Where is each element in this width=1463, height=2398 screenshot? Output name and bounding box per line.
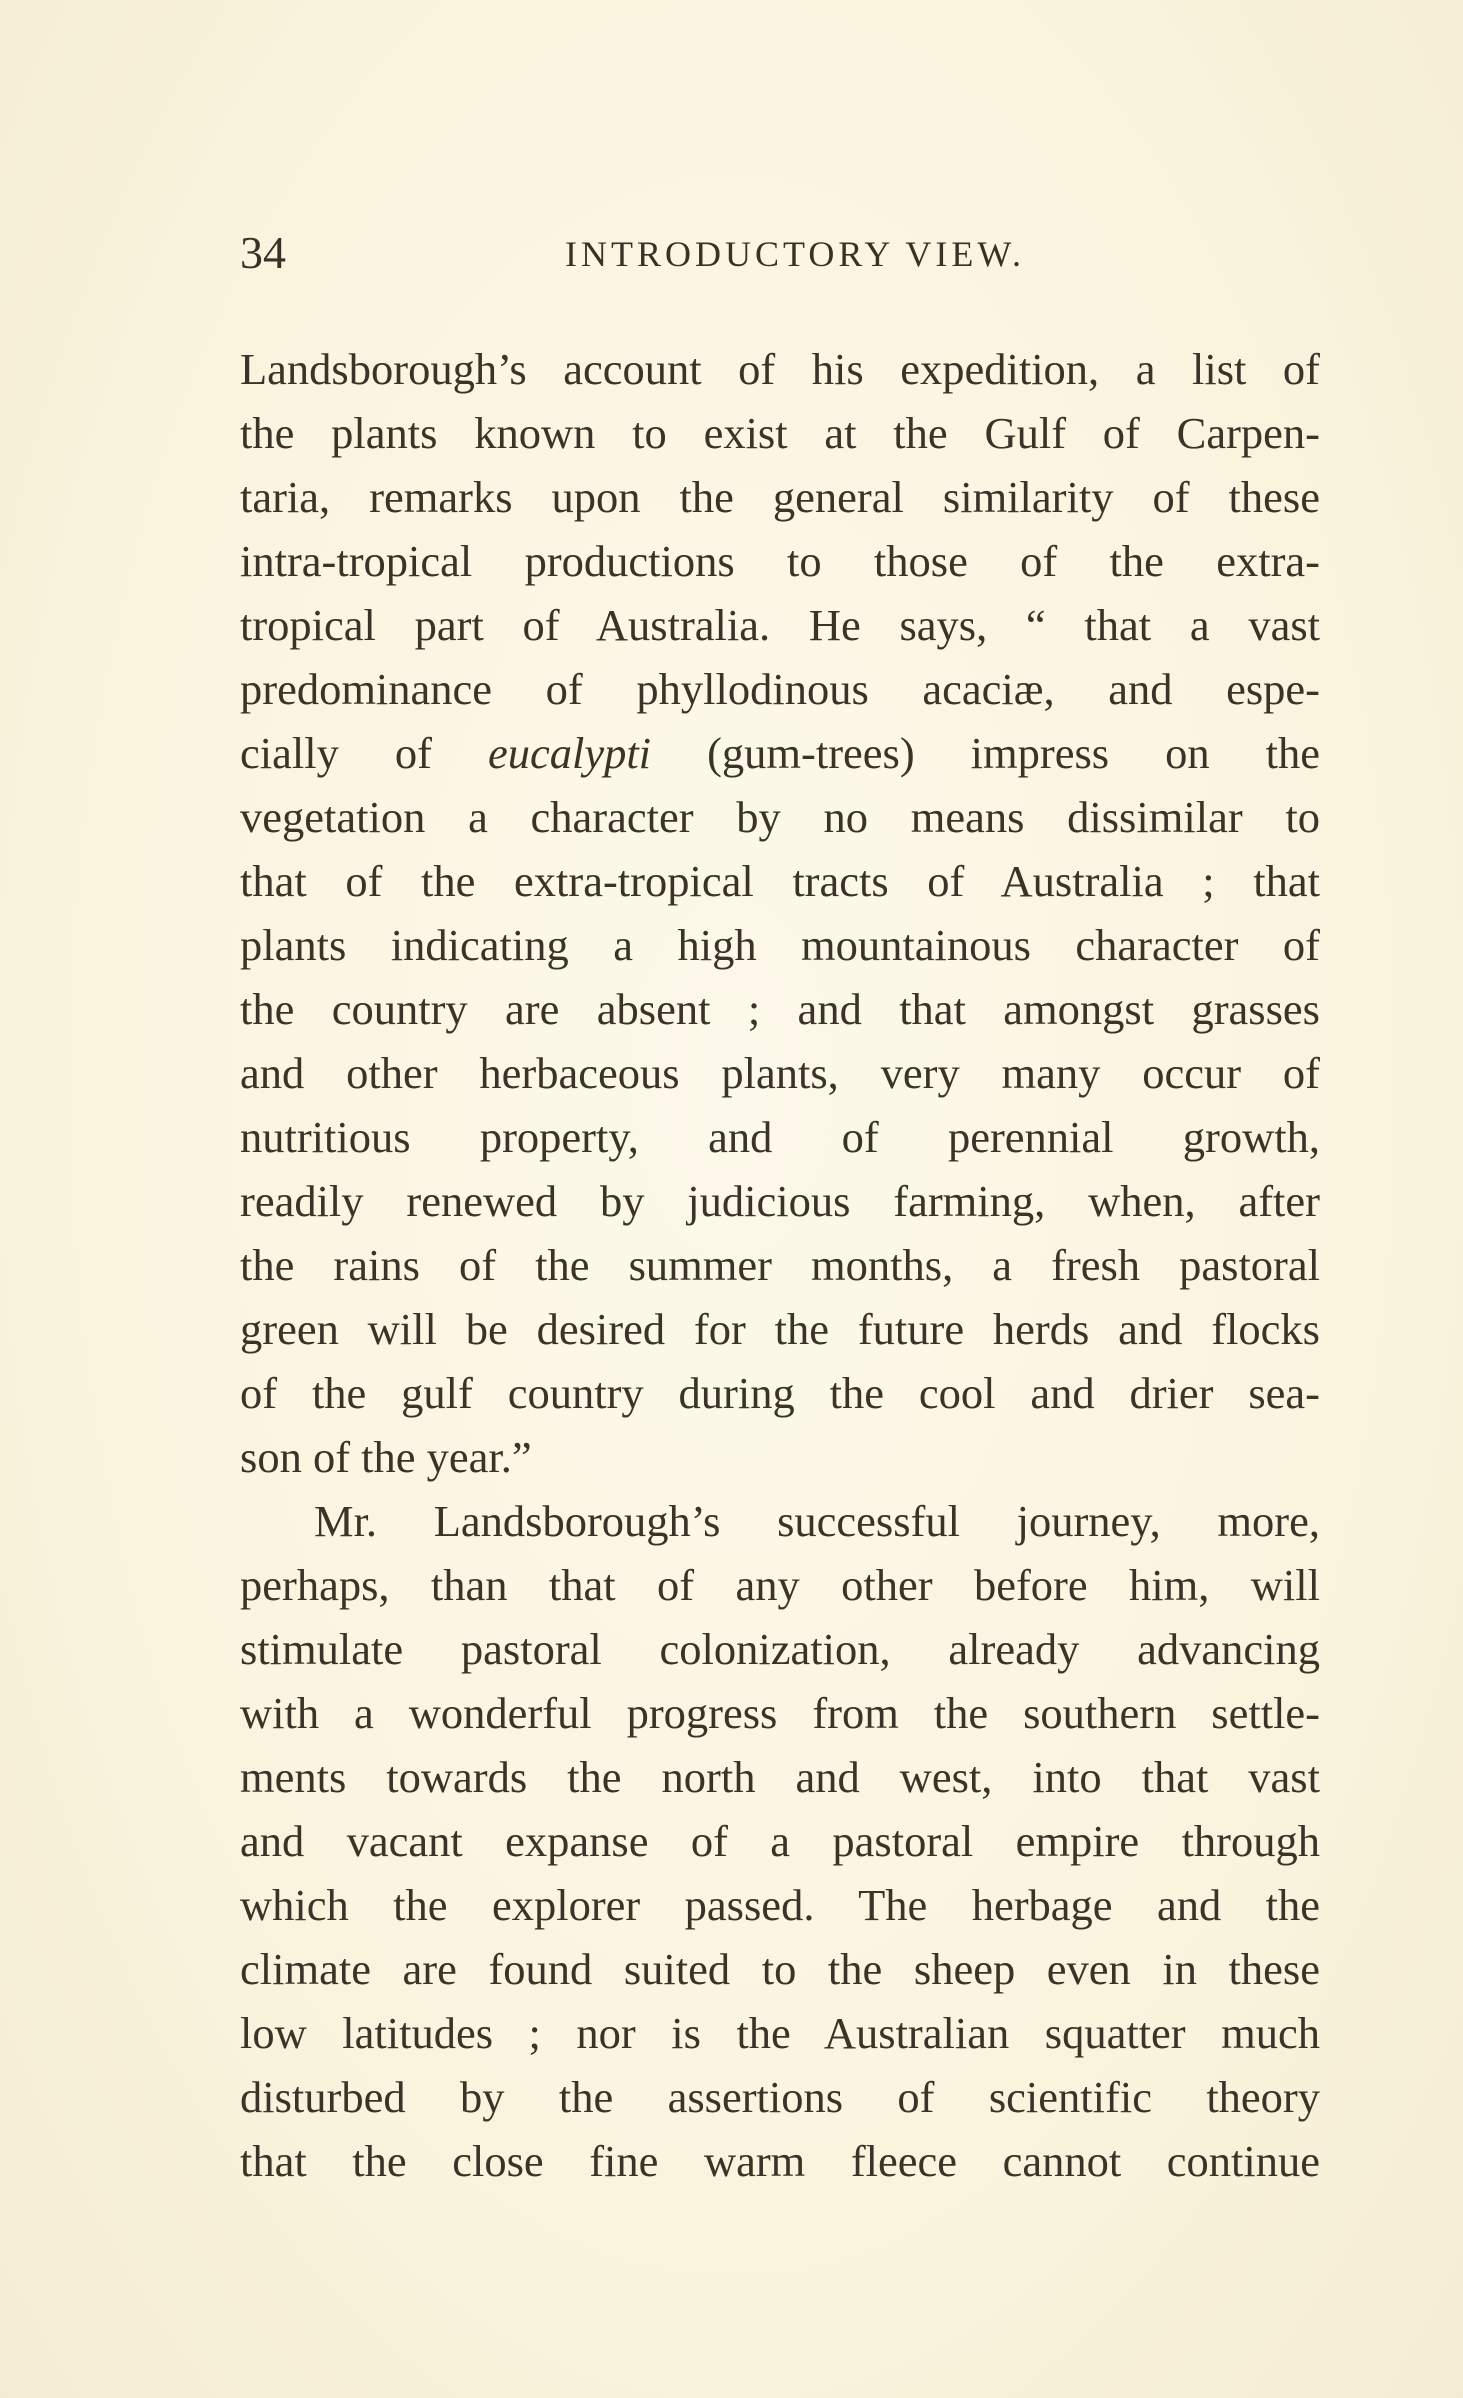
text-line: climate are found suited to the sheep even in these <box>240 1944 1320 1994</box>
text-line: nutritious property, and of perennial growth, <box>240 1112 1320 1162</box>
text-line: and other herbaceous plants, very many occur of <box>240 1048 1320 1098</box>
text-line: taria, remarks upon the general similarity of these <box>240 472 1320 522</box>
paragraph-end-line: son of the year.” <box>240 1432 532 1482</box>
text-line: the country are absent ; and that amongst grasses <box>240 984 1320 1034</box>
paragraph-start-line: Mr. Landsborough’s successful journey, more, <box>314 1496 1320 1546</box>
italic-term: eucalypti <box>487 728 652 778</box>
text-line: that of the extra-tropical tracts of Australia ; that <box>240 856 1320 906</box>
text-line-mixed <box>240 721 1320 785</box>
body-text <box>240 337 1320 2193</box>
text-line: plants indicating a high mountainous character of <box>240 920 1320 970</box>
text-line: green will be desired for the future herds and flocks <box>240 1304 1320 1354</box>
text-segment: cially of <box>240 728 488 778</box>
text-line: the rains of the summer months, a fresh pastoral <box>240 1240 1320 1290</box>
text-line: perhaps, than that of any other before him, will <box>240 1560 1320 1610</box>
running-title: INTRODUCTORY VIEW. <box>564 234 1026 274</box>
text-segment: (gum-trees) impress on the <box>651 728 1320 778</box>
text-line: the plants known to exist at the Gulf of Carpen- <box>240 408 1320 458</box>
text-line: intra-tropical productions to those of the extra- <box>240 536 1320 586</box>
text-line: tropical part of Australia. He says, “ that a vast <box>240 600 1320 650</box>
page-number: 34 <box>240 227 286 278</box>
text-line: readily renewed by judicious farming, when, after <box>240 1176 1320 1226</box>
text-line: disturbed by the assertions of scientific theory <box>240 2072 1320 2122</box>
text-line: Landsborough’s account of his expedition, a list of <box>240 344 1320 394</box>
text-line: stimulate pastoral colonization, already advancing <box>240 1624 1320 1674</box>
text-line: which the explorer passed. The herbage and the <box>240 1880 1320 1930</box>
text-line: of the gulf country during the cool and drier sea- <box>240 1368 1320 1418</box>
text-line: vegetation a character by no means dissimilar to <box>240 792 1320 842</box>
text-line: with a wonderful progress from the southern settle- <box>240 1688 1320 1738</box>
text-line: that the close fine warm fleece cannot continue <box>240 2136 1320 2186</box>
text-line: and vacant expanse of a pastoral empire through <box>240 1816 1320 1866</box>
text-line: ments towards the north and west, into that vast <box>240 1752 1320 1802</box>
text-line: low latitudes ; nor is the Australian squatter much <box>240 2008 1320 2058</box>
text-line: predominance of phyllodinous acaciæ, and espe- <box>240 664 1320 714</box>
running-head <box>240 228 1320 278</box>
